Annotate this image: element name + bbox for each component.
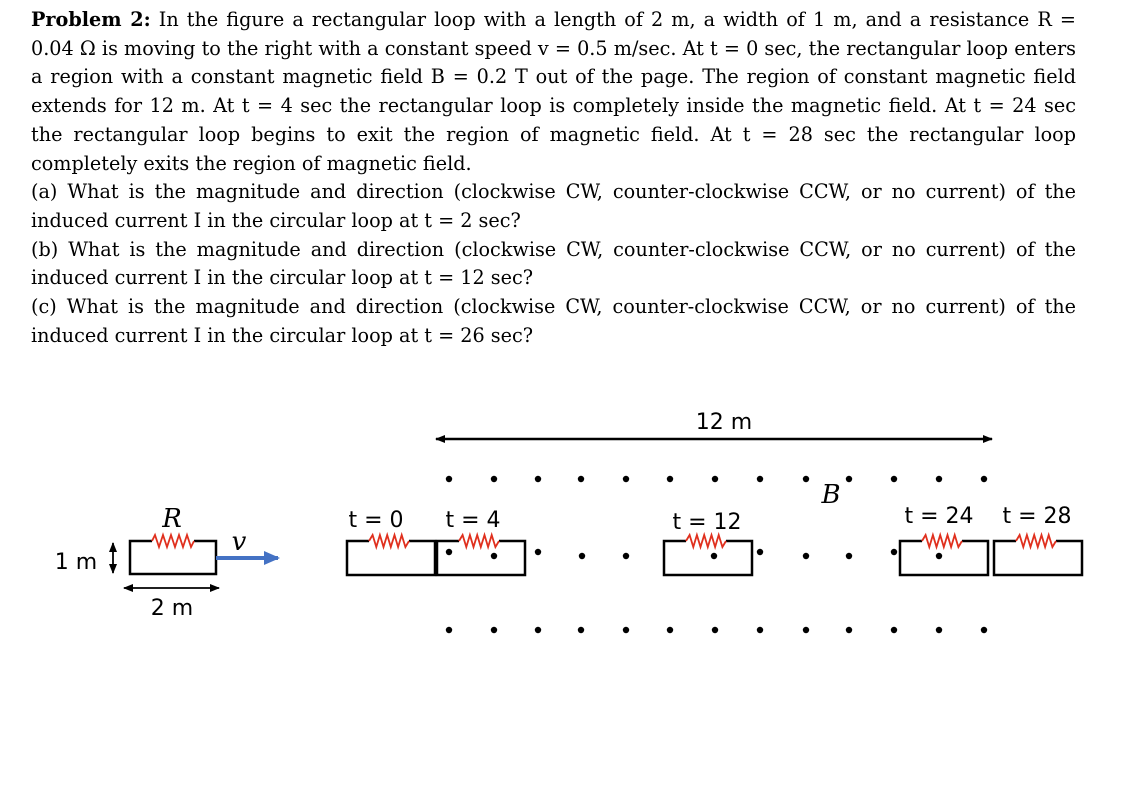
problem-body: In the figure a rectangular loop with a length of 2 m, a width of 1 m, and a resistance R = 0.04 Ω is moving to the right with a constant speed v = 0.5 m/sec. At t = 0 sec, the rectangular loop enters a region with a constant magnetic field B = 0.2 T out of the page. The region of constant magnetic field extends for 12 m. At t = 4 sec the rectangular loop is completely inside the magnetic field. At t = 24 sec the rectangular loop begins to exit the region of magnetic field. At t = 28 sec the rectangular loop completely exits the region of magnetic field. — [31, 8, 1076, 175]
field-dot — [623, 476, 629, 482]
loop-t4 — [437, 535, 525, 575]
time-label-t4: t = 4 — [445, 508, 501, 533]
field-dot — [757, 549, 763, 555]
loop-t28 — [994, 535, 1082, 575]
field-dot — [491, 476, 497, 482]
time-label-t12: t = 12 — [672, 510, 742, 535]
field-dot — [803, 627, 809, 633]
field-dot — [535, 476, 541, 482]
loop-resistor — [686, 535, 726, 547]
reference-resistor — [152, 535, 194, 547]
time-label-t24: t = 24 — [904, 504, 974, 529]
field-dot — [446, 549, 452, 555]
length-label: 2 m — [150, 596, 194, 621]
field-dot — [667, 476, 673, 482]
field-dot — [578, 627, 584, 633]
field-dot — [891, 627, 897, 633]
field-label: B — [821, 480, 841, 510]
part-a: (a) What is the magnitude and direction (clockwise CW, counter-clockwise CCW, or no current) of the induced current I in the circular loop at t = 2 sec? — [31, 180, 1076, 232]
field-extent-label: 12 m — [695, 410, 753, 435]
loop-t24 — [900, 535, 988, 575]
field-dot — [712, 627, 718, 633]
problem-label: Problem 2: — [31, 8, 151, 31]
loop-resistor — [922, 535, 962, 547]
loop-t12 — [664, 535, 752, 575]
loop-resistor — [1016, 535, 1056, 547]
field-dot — [936, 476, 942, 482]
field-dot — [846, 476, 852, 482]
field-dot — [846, 627, 852, 633]
field-dot — [711, 553, 717, 559]
field-dot — [936, 627, 942, 633]
field-dot — [579, 553, 585, 559]
field-dot — [803, 553, 809, 559]
field-dot — [936, 553, 942, 559]
time-label-t28: t = 28 — [1002, 504, 1072, 529]
field-dots — [446, 476, 987, 633]
part-b: (b) What is the magnitude and direction (clockwise CW, counter-clockwise CCW, or no current) of the induced current I in the circular loop at t = 12 sec? — [31, 237, 1076, 290]
field-dot — [623, 553, 629, 559]
field-dot — [578, 476, 584, 482]
time-label-t0: t = 0 — [348, 508, 404, 533]
field-dot — [757, 627, 763, 633]
part-c: (c) What is the magnitude and direction (clockwise CW, counter-clockwise CCW, or no current) of the induced current I in the circular loop at t = 26 sec? — [31, 295, 1076, 347]
field-dot — [535, 549, 541, 555]
field-dot — [712, 476, 718, 482]
reference-loop — [55, 504, 278, 621]
field-dot — [623, 627, 629, 633]
field-dot — [891, 549, 897, 555]
velocity-label: v — [231, 527, 247, 557]
reference-loop-frame — [130, 541, 216, 574]
loop-resistor — [369, 535, 409, 547]
loop-t0 — [347, 535, 435, 575]
loop-resistor — [459, 535, 499, 547]
field-dot — [981, 476, 987, 482]
field-dot — [491, 553, 497, 559]
field-dot — [491, 627, 497, 633]
field-dot — [846, 553, 852, 559]
field-dot — [803, 476, 809, 482]
field-dot — [535, 627, 541, 633]
field-dot — [667, 627, 673, 633]
field-dot — [446, 627, 452, 633]
field-dot — [446, 476, 452, 482]
resistor-label: R — [162, 504, 182, 534]
field-dot — [981, 627, 987, 633]
width-label: 1 m — [54, 550, 98, 575]
field-dot — [757, 476, 763, 482]
field-dot — [891, 476, 897, 482]
